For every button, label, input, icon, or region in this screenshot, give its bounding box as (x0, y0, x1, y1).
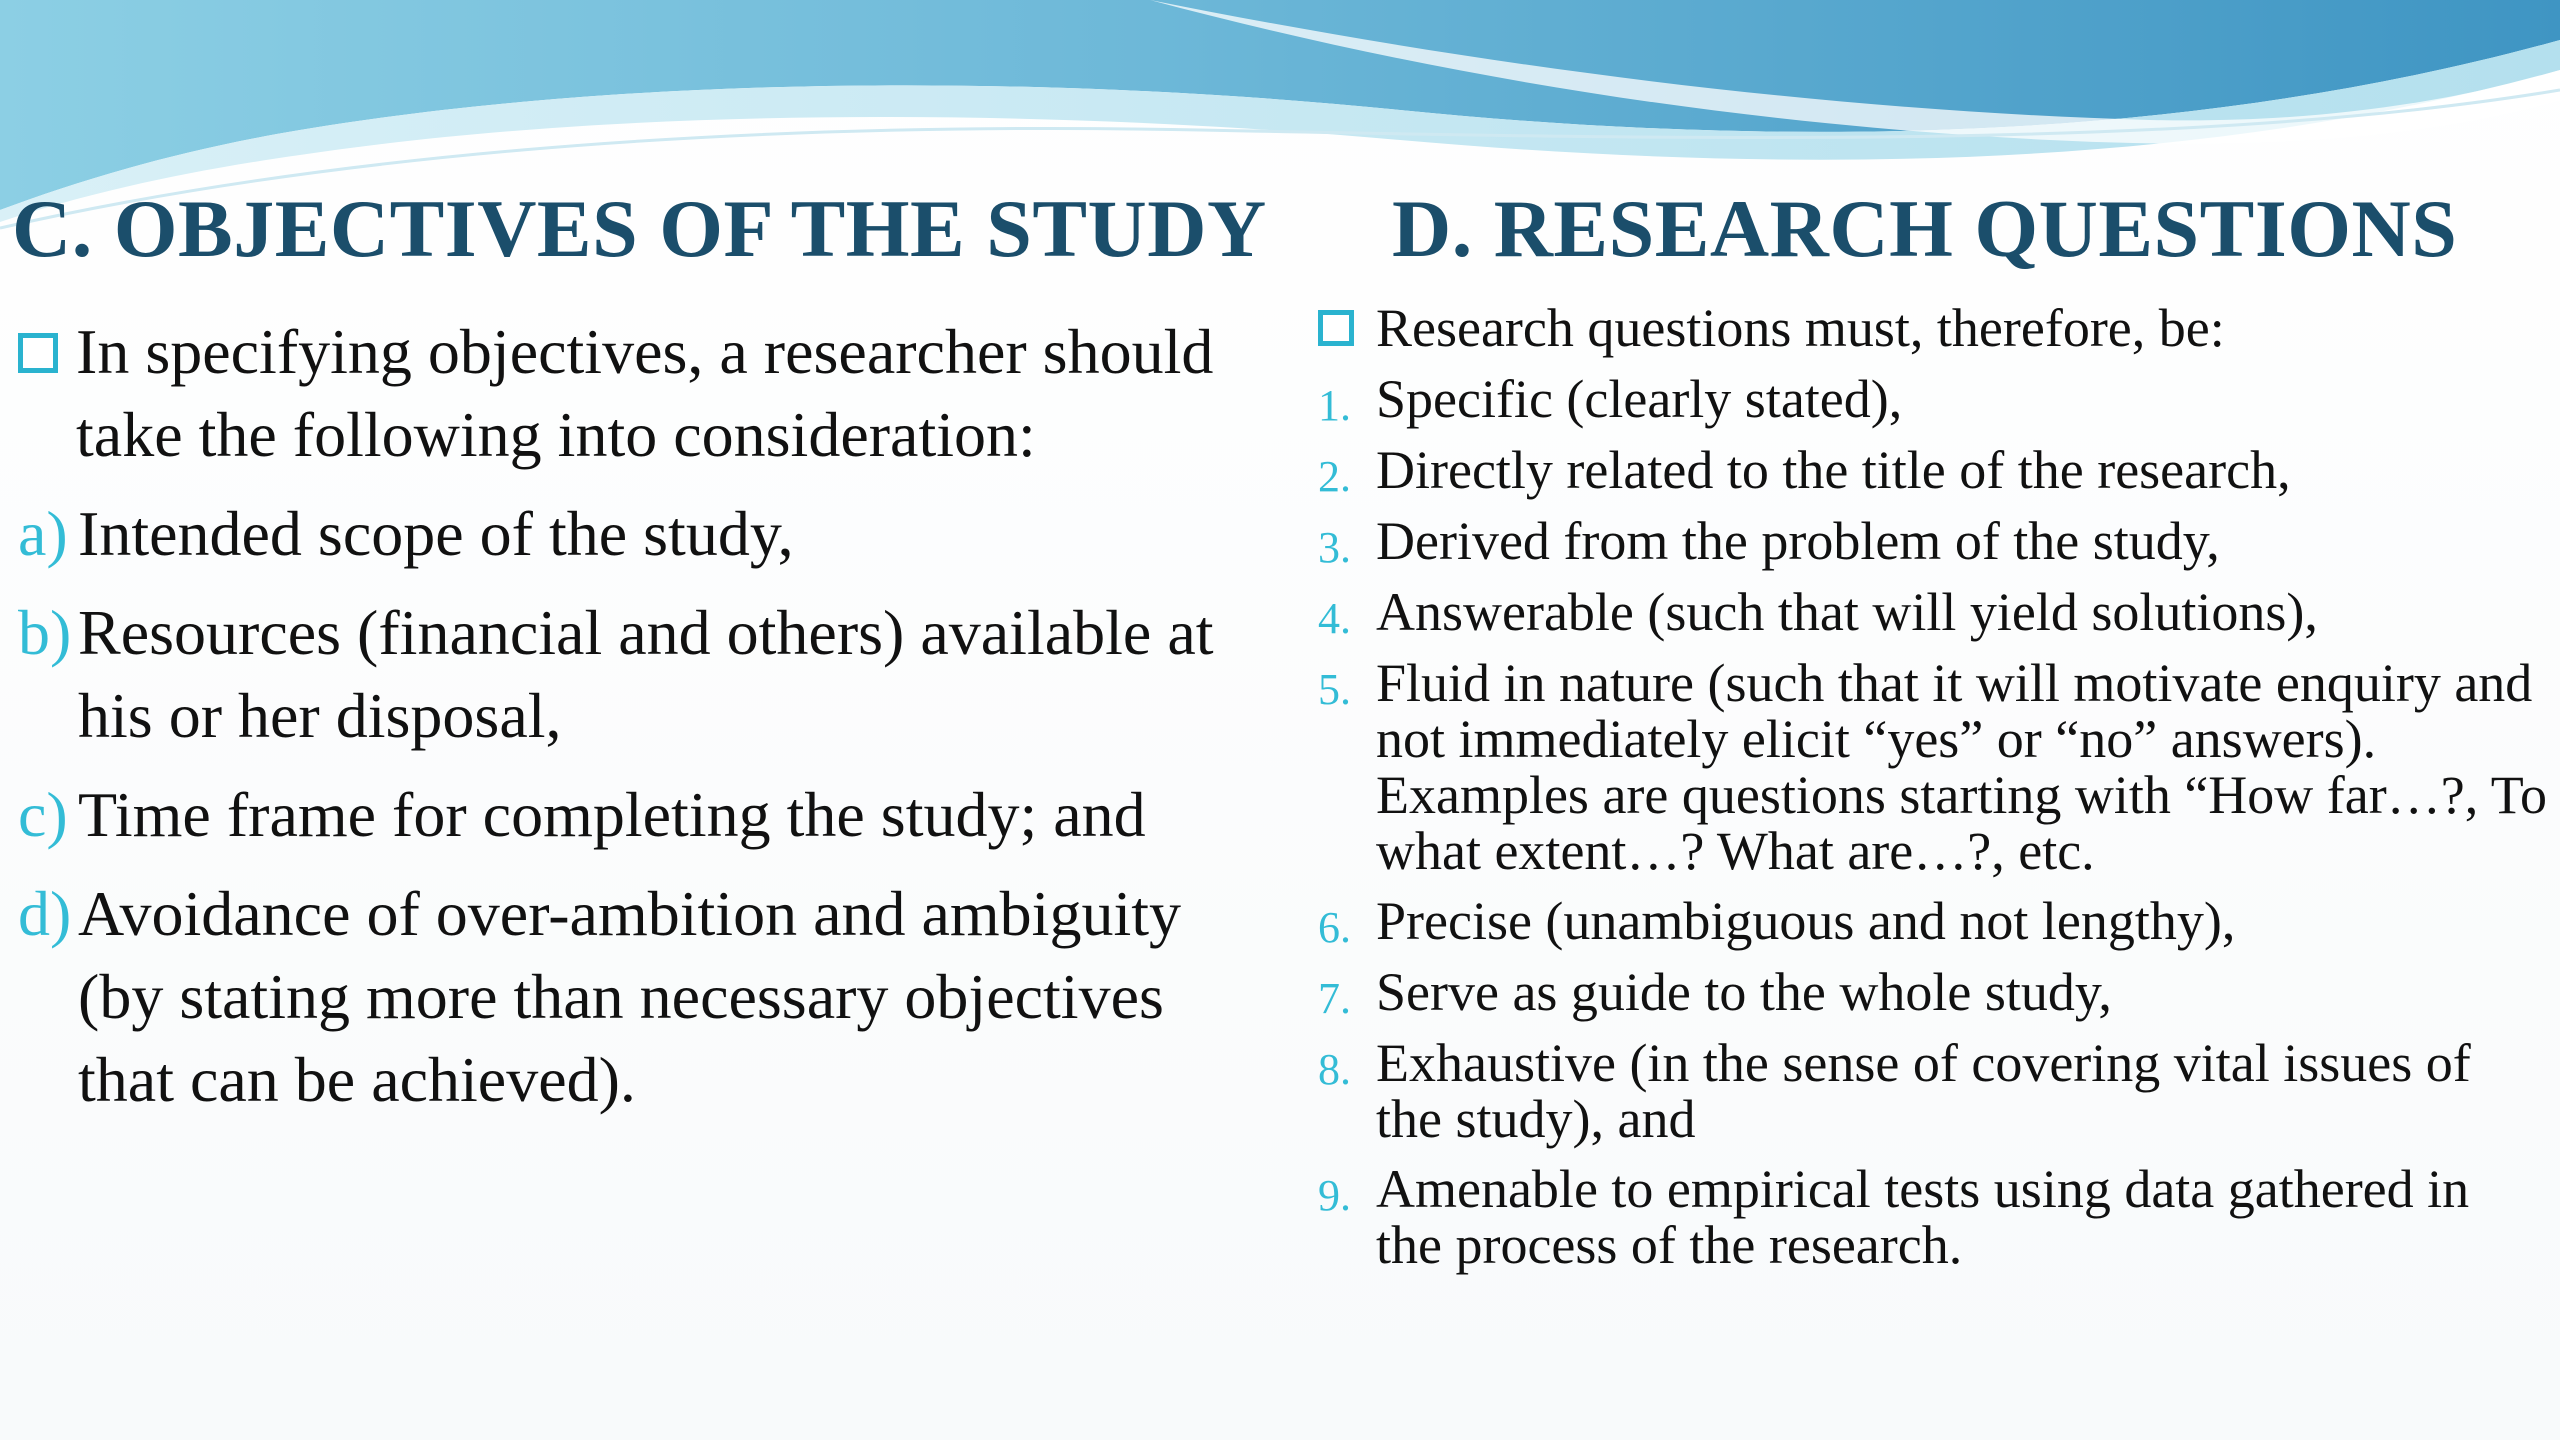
list-number: 5. (1318, 665, 1351, 714)
list-item (18, 492, 1268, 575)
list-item-text: Fluid in nature (such that it will motivate enquiry and not immediately elicit “yes” or “no” answers). Examples are questions starting with “How far…?, To what extent…? What are…?, etc. (1376, 653, 2547, 881)
list-number: 3. (1318, 523, 1351, 572)
list-item-text: Time frame for completing the study; and (78, 779, 1146, 850)
list-number: 8. (1318, 1045, 1351, 1094)
list-item (18, 872, 1268, 1121)
list-marker: b) (18, 597, 72, 668)
list-item (1318, 584, 2548, 641)
list-item (1318, 513, 2548, 570)
list-item-text: Resources (financial and others) available at his or her disposal, (78, 597, 1214, 751)
list-item (1318, 655, 2548, 879)
research-questions-heading: D. RESEARCH QUESTIONS (1392, 183, 2458, 274)
list-item-text: Avoidance of over-ambition and ambiguity (by stating more than necessary objectives that can be achieved). (78, 878, 1181, 1115)
list-item-text: Intended scope of the study, (78, 498, 794, 569)
list-number: 2. (1318, 452, 1351, 501)
research-questions-intro (1318, 300, 2548, 357)
list-item-text: Exhaustive (in the sense of covering vital issues of the study), and (1376, 1033, 2471, 1149)
list-item (1318, 1035, 2548, 1147)
list-item (1318, 442, 2548, 499)
list-number: 9. (1318, 1171, 1351, 1220)
objectives-intro (18, 310, 1268, 476)
list-item (1318, 371, 2548, 428)
list-item-text: Directly related to the title of the research, (1376, 440, 2291, 500)
list-item-text: Specific (clearly stated), (1376, 369, 1903, 429)
list-item (1318, 964, 2548, 1021)
checkbox-bullet-icon (18, 310, 58, 393)
list-item-text: Serve as guide to the whole study, (1376, 962, 2112, 1022)
list-item-text: Amenable to empirical tests using data gathered in the process of the research. (1376, 1159, 2470, 1275)
objectives-heading: C. OBJECTIVES OF THE STUDY (12, 183, 1267, 274)
checkbox-bullet-icon (1318, 300, 1354, 357)
research-questions-list (1318, 300, 2548, 1287)
research-questions-intro-text: Research questions must, therefore, be: (1376, 298, 2225, 358)
list-marker: d) (18, 878, 72, 949)
list-marker: a) (18, 498, 68, 569)
list-marker: c) (18, 779, 68, 850)
list-item (18, 773, 1268, 856)
list-item (1318, 893, 2548, 950)
objectives-list (18, 310, 1268, 1137)
list-item (18, 591, 1268, 757)
list-item-text: Derived from the problem of the study, (1376, 511, 2220, 571)
list-number: 4. (1318, 594, 1351, 643)
list-number: 7. (1318, 974, 1351, 1023)
list-item (1318, 1161, 2548, 1273)
list-number: 1. (1318, 381, 1351, 430)
list-number: 6. (1318, 903, 1351, 952)
list-item-text: Precise (unambiguous and not lengthy), (1376, 891, 2236, 951)
objectives-intro-text: In specifying objectives, a researcher should take the following into consideration: (76, 316, 1214, 470)
list-item-text: Answerable (such that will yield solutions), (1376, 582, 2318, 642)
